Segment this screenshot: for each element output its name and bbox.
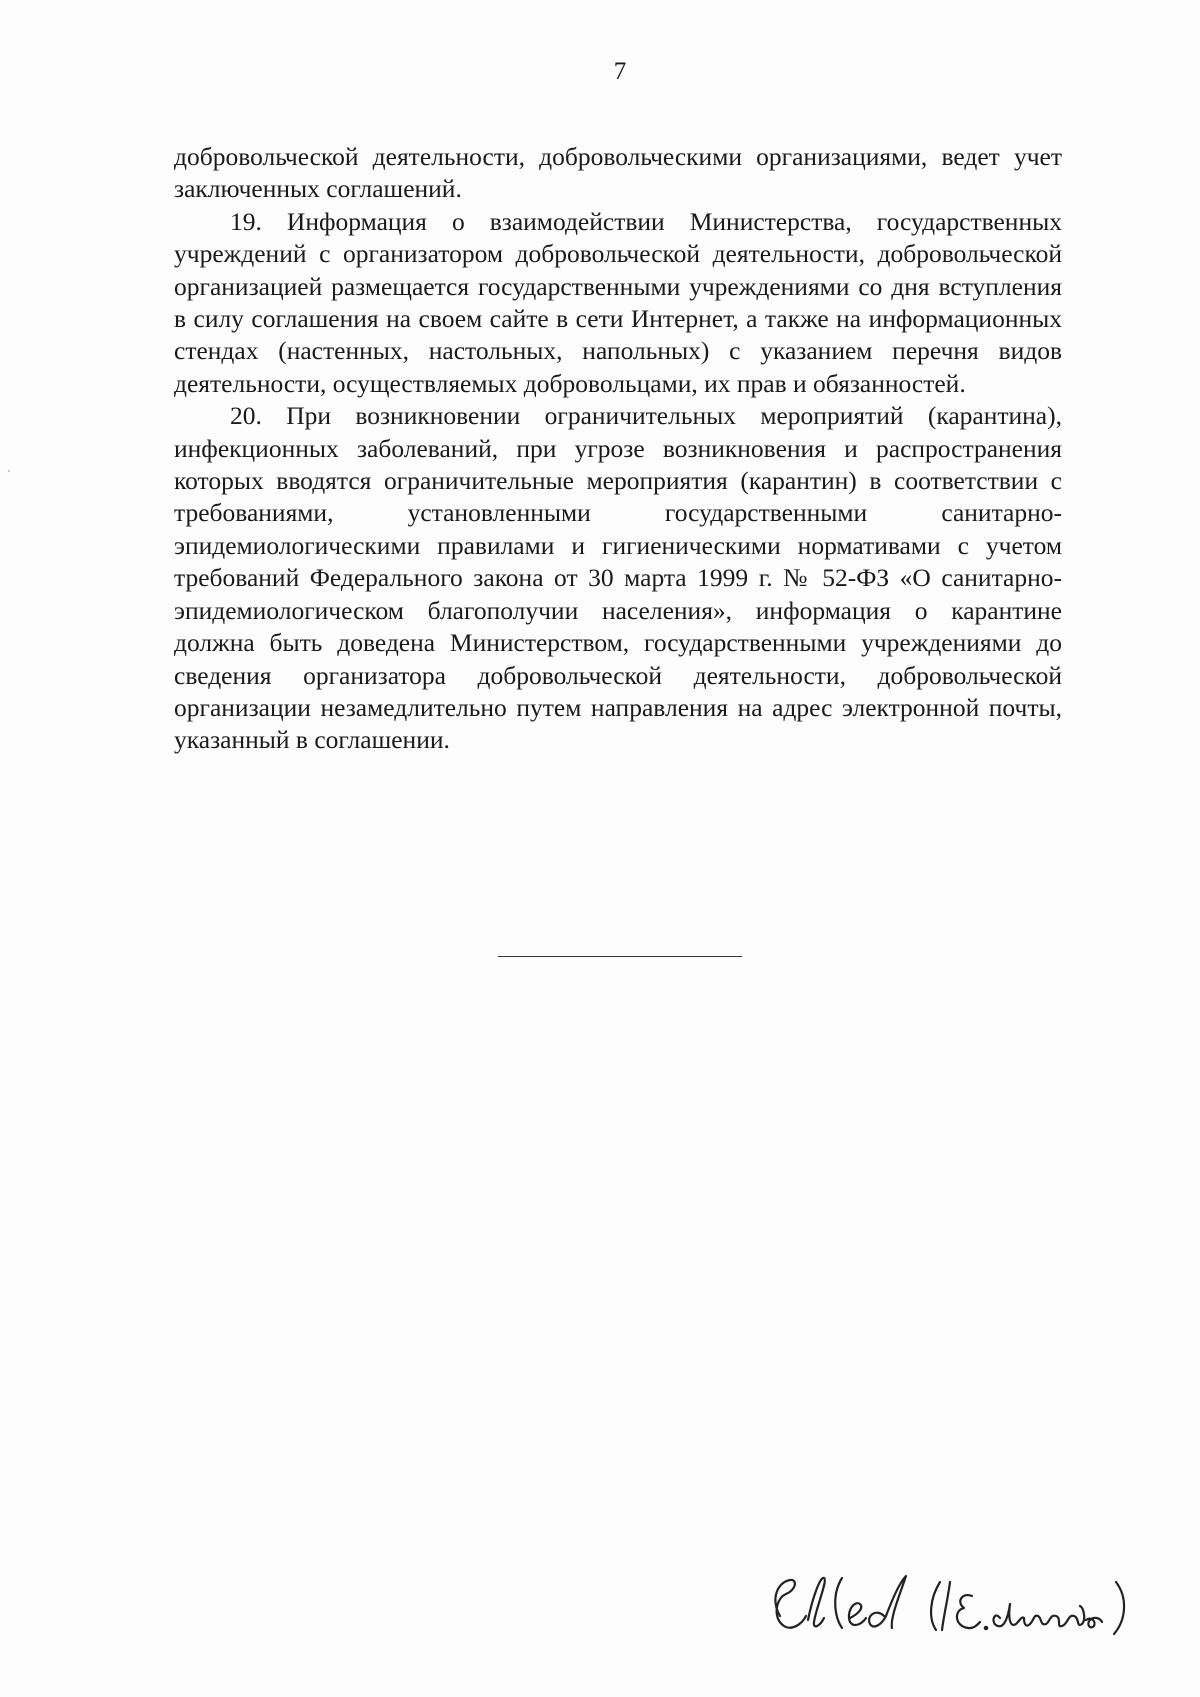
page-number: 7 (613, 58, 627, 85)
paragraph-20: 20. При возникновении ограничительных мероприятий (карантина), инфекционных заболеваний, при угрозе возникновения и распространения которых вводятся ограничительные мероприятия (карантин) в соответствии с требованиями, установленными государственными санитарно-эпидемиологическими правилами и гигиеническими нормативами с учетом требований Федерального закона от 30 марта 1999 г. № 52-ФЗ «О санитарно-эпидемиологическом благополучии населения», информация о карантине должна быть доведена Министерством, государственными учреждениями до сведения организатора добровольческой деятельности, добровольческой организации незамедлительно путем направления на адрес электронной почты, указанный в соглашении. (174, 401, 1062, 755)
document-body (174, 141, 1062, 757)
handwritten-signature (750, 1538, 1140, 1658)
signature-icon (750, 1538, 1140, 1658)
paragraph-continuation: добровольческой деятельности, добровольческими организациями, ведет учет заключенных соглашений. (174, 142, 1062, 204)
paragraph-19: 19. Информация о взаимодействии Министерства, государственных учреждений с организатором добровольческой деятельности, добровольческой организацией размещается государственными учреждениями со дня вступления в силу соглашения на своем сайте в сети Интернет, а также на информационных стендах (настенных, настольных, напольных) с указанием перечня видов деятельности, осуществляемых добровольцами, их прав и обязанностей. (174, 206, 1062, 398)
end-of-text-divider (498, 956, 742, 957)
scan-speck (8, 470, 10, 472)
